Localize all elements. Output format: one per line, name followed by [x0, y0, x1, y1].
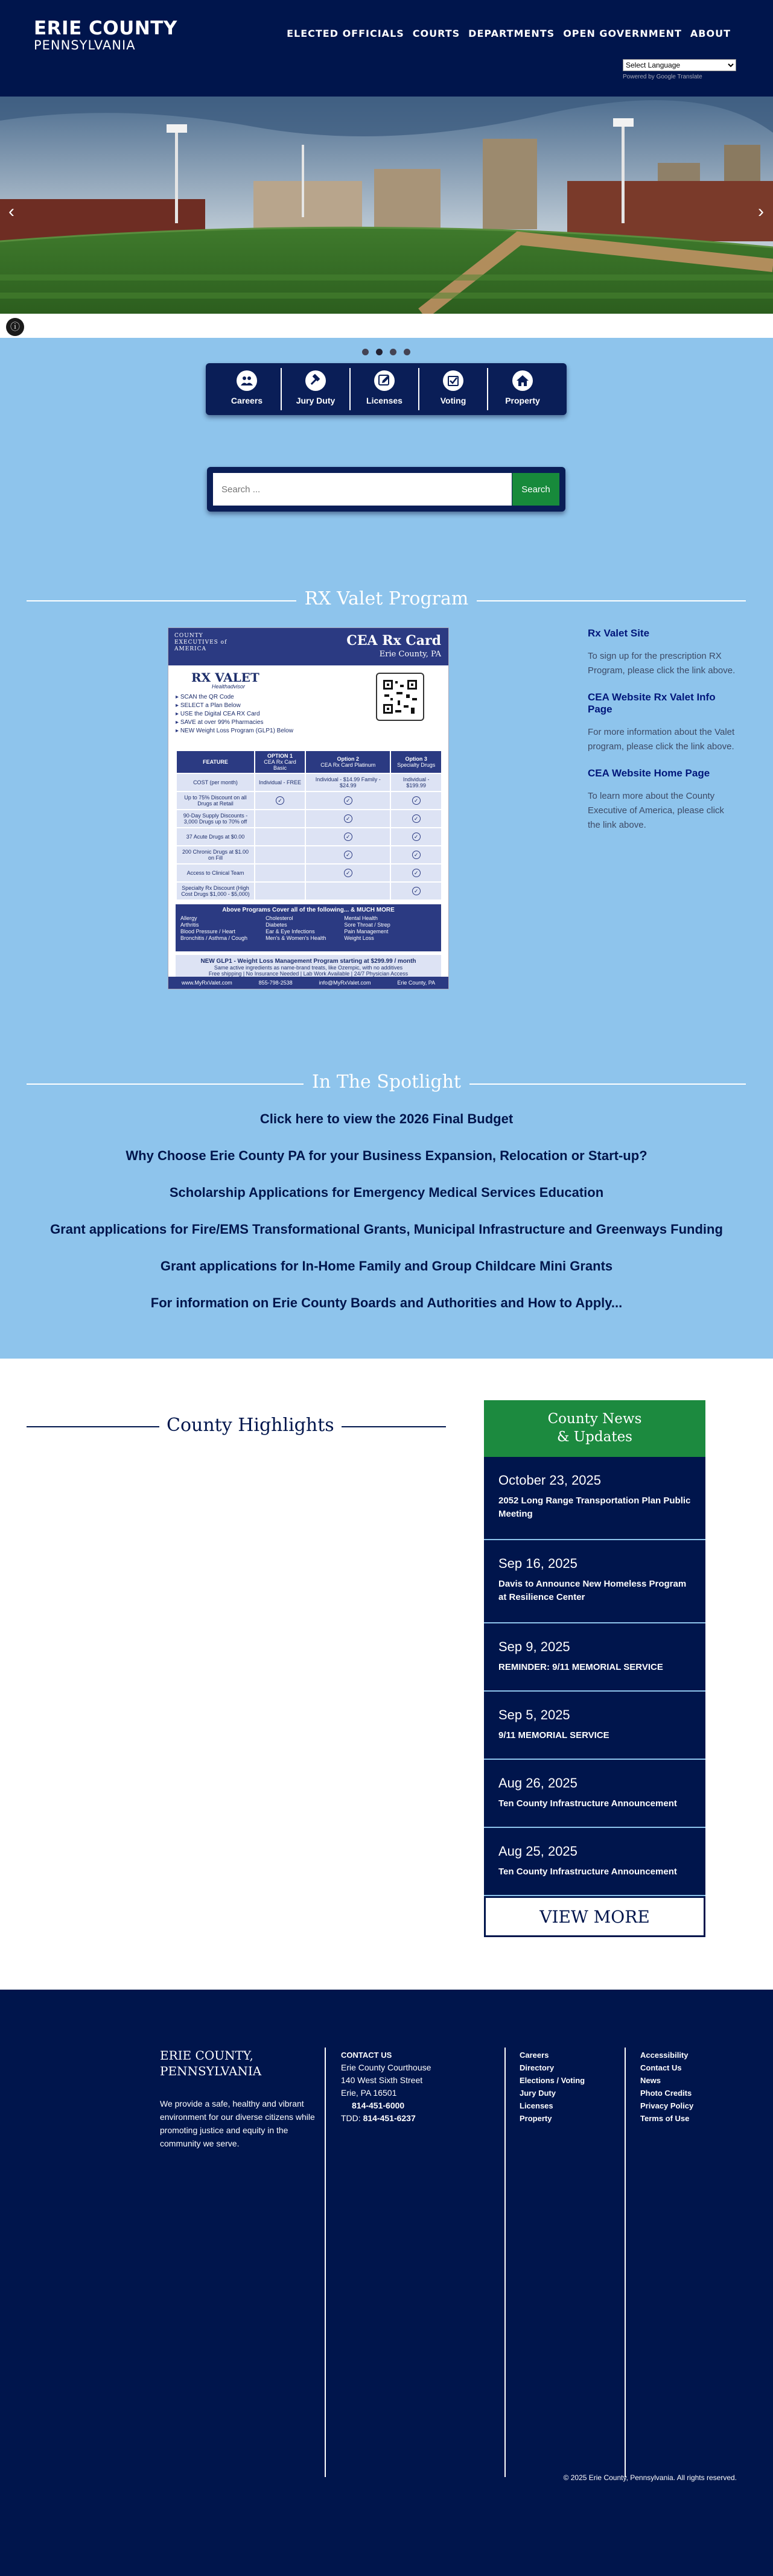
- coverage-item: Bronchitis / Asthma / Cough: [180, 935, 248, 941]
- spotlight-link-fire-ems[interactable]: Grant applications for Fire/EMS Transformational Grants, Municipal Infrastructure and Greenways Funding: [50, 1222, 723, 1237]
- divider-line: [27, 1083, 316, 1085]
- table-row: [176, 882, 442, 900]
- coverage-item: Pain Management: [344, 928, 389, 934]
- check-icon: ✓: [344, 869, 352, 877]
- table-header-label: Option 3: [405, 756, 427, 762]
- news-panel: [484, 1400, 705, 1937]
- footer-link-accessibility[interactable]: Accessibility: [640, 2051, 689, 2060]
- rx-valet-site-link[interactable]: Rx Valet Site: [588, 627, 650, 639]
- feature-cell: [176, 792, 255, 810]
- quick-link-licenses[interactable]: [351, 368, 419, 410]
- rx-footer-item: www.MyRxValet.com: [181, 980, 232, 986]
- glp-line: Same active ingredients as name-brand treats, like Ozempic, with no additives: [214, 965, 403, 971]
- coverage-column: [266, 915, 326, 942]
- coverage-title: Above Programs Cover all of the following... & MUCH MORE: [222, 907, 395, 913]
- cell-text: Up to 75% Discount on all Drugs at Retail: [184, 795, 247, 807]
- option-cell: [255, 810, 305, 828]
- feature-cell: [176, 882, 255, 900]
- news-title[interactable]: Davis to Announce New Homeless Program at Resilience Center: [498, 1579, 687, 1602]
- county-highlights-title: County Highlights: [159, 1415, 342, 1436]
- news-item[interactable]: [484, 1540, 705, 1623]
- option-cell: [255, 773, 305, 792]
- spotlight-link-budget[interactable]: Click here to view the 2026 Final Budget: [259, 1111, 514, 1126]
- rx-link-description: To sign up for the prescription RX Program, please click the link above.: [588, 651, 736, 676]
- footer-divider: [504, 2048, 506, 2477]
- option-cell: [390, 846, 442, 864]
- quick-links: [206, 363, 567, 415]
- option-cell: [255, 792, 305, 810]
- check-icon: ✓: [412, 869, 421, 877]
- coverage-item: Sore Throat / Strep: [344, 922, 390, 928]
- table-header-sub: CEA Rx Card Basic: [264, 759, 296, 771]
- slide-dot[interactable]: [404, 349, 410, 355]
- people-icon: [237, 370, 257, 391]
- rx-link-description: To learn more about the County Executive of America, please click the link above.: [588, 791, 724, 830]
- table-row: [176, 810, 442, 828]
- slide-dot[interactable]: [390, 349, 396, 355]
- check-icon: ✓: [344, 851, 352, 859]
- coverage-item: Ear & Eye Infections: [266, 928, 315, 934]
- option-cell: [255, 846, 305, 864]
- cell-text: Specialty Rx Discount (High Cost Drugs $1,000 - $5,000): [181, 885, 250, 897]
- news-item[interactable]: [484, 1828, 705, 1896]
- coverage-item: Men's & Women's Health: [266, 935, 326, 941]
- footer-brand-line: ERIE COUNTY,: [160, 2048, 253, 2063]
- rx-card-title: CEA Rx Card: [346, 633, 441, 649]
- footer-link-elections[interactable]: Elections / Voting: [520, 2076, 585, 2085]
- quick-link-label: Voting: [440, 396, 466, 405]
- quick-link-label: Licenses: [366, 396, 402, 405]
- option-cell: [305, 828, 390, 846]
- feature-cell: [176, 810, 255, 828]
- nav-elected-officials[interactable]: ELECTED OFFICIALS: [287, 28, 404, 39]
- option-cell: [305, 864, 390, 882]
- glp-line: Free shipping | No Insurance Needed | Lab Work Available | 24/7 Physician Access: [208, 971, 409, 977]
- news-date: October 23, 2025: [498, 1473, 602, 1488]
- main-nav: [287, 28, 731, 39]
- rx-step: ▸ USE the Digital CEA RX Card: [176, 710, 441, 719]
- footer-brand: [160, 2048, 261, 2079]
- coverage-item: Arthritis: [180, 922, 199, 928]
- quick-link-property[interactable]: [488, 368, 557, 410]
- pencil-icon: [374, 370, 395, 391]
- news-title[interactable]: REMINDER: 9/11 MEMORIAL SERVICE: [498, 1662, 663, 1672]
- rx-card-flyer: [168, 627, 449, 989]
- contact-phone[interactable]: 814-451-6000: [352, 2101, 405, 2110]
- rx-valet-links: [588, 627, 739, 846]
- news-date: Sep 9, 2025: [498, 1639, 570, 1654]
- news-heading-line: County News: [547, 1411, 642, 1427]
- ballot-icon: [443, 370, 463, 391]
- nav-open-government[interactable]: OPEN GOVERNMENT: [563, 28, 682, 39]
- contact-heading: CONTACT US: [341, 2051, 392, 2060]
- check-icon: ✓: [344, 814, 352, 823]
- option-cell: [255, 882, 305, 900]
- check-icon: ✓: [412, 796, 421, 805]
- divider-line: [456, 1083, 746, 1085]
- slide-prev-icon[interactable]: ‹: [8, 201, 14, 221]
- rx-card-header: [168, 628, 448, 665]
- footer-link-directory[interactable]: Directory: [520, 2063, 555, 2072]
- coverage-item: Allergy: [180, 915, 197, 921]
- footer-mission: We provide a safe, healthy and vibrant environment for our diverse citizens while promoting justice and equity in the community we serve.: [160, 2099, 315, 2148]
- coverage-item: Weight Loss: [344, 935, 374, 941]
- option-cell: [390, 810, 442, 828]
- rx-card-subtitle: Erie County, PA: [379, 650, 441, 659]
- rx-valet-heading: [0, 588, 773, 612]
- coverage-item: Diabetes: [266, 922, 287, 928]
- rx-step: ▸ SELECT a Plan Below: [176, 702, 441, 710]
- feature-cell: [176, 773, 255, 792]
- footer-link-property[interactable]: Property: [520, 2114, 552, 2123]
- quick-link-label: Careers: [231, 396, 263, 405]
- quick-link-jury-duty[interactable]: [282, 368, 351, 410]
- view-more-button[interactable]: VIEW MORE: [484, 1896, 705, 1937]
- footer-links-2: [640, 2049, 693, 2125]
- option-cell: [390, 882, 442, 900]
- spotlight-link-business[interactable]: Why Choose Erie County PA for your Business Expansion, Relocation or Start-up?: [126, 1148, 647, 1163]
- option-cell: [305, 846, 390, 864]
- glp-line: NEW GLP1 - Weight Loss Management Program starting at $299.99 / month: [200, 958, 416, 965]
- news-date: Sep 16, 2025: [498, 1556, 577, 1571]
- slide-dot[interactable]: [362, 349, 369, 355]
- footer-link-terms[interactable]: Terms of Use: [640, 2114, 690, 2123]
- cell-text: 37 Acute Drugs at $0.00: [186, 834, 245, 840]
- check-icon: ✓: [412, 814, 421, 823]
- nav-about[interactable]: ABOUT: [690, 28, 731, 39]
- option-cell: [255, 864, 305, 882]
- slide-indicators: [362, 349, 410, 355]
- site-logo[interactable]: [34, 18, 177, 52]
- news-heading-line: & Updates: [557, 1429, 632, 1445]
- coverage-item: Blood Pressure / Heart: [180, 928, 236, 934]
- cell-text: Individual - $199.99: [402, 776, 430, 788]
- option-cell: [390, 792, 442, 810]
- table-header: [390, 750, 442, 773]
- news-item[interactable]: [484, 1457, 705, 1540]
- footer-link-careers[interactable]: Careers: [520, 2051, 549, 2060]
- spotlight-link-childcare[interactable]: Grant applications for In-Home Family and Group Childcare Mini Grants: [160, 1258, 613, 1274]
- table-header: [305, 750, 390, 773]
- check-icon: ✓: [276, 796, 284, 805]
- news-item[interactable]: [484, 1692, 705, 1760]
- option-cell: [390, 828, 442, 846]
- feature-cell: [176, 864, 255, 882]
- spotlight-heading: [0, 1071, 773, 1096]
- site-search: [207, 467, 565, 512]
- option-cell: [390, 773, 442, 792]
- cell-text: Individual - $14.99 Family - $24.99: [315, 776, 381, 788]
- footer-divider: [625, 2048, 626, 2477]
- coverage-column: [180, 915, 247, 942]
- option-cell: [305, 882, 390, 900]
- footer-link-news[interactable]: News: [640, 2076, 661, 2085]
- footer-divider: [325, 2048, 326, 2477]
- footer-links-1: [520, 2049, 585, 2125]
- footer-link-contact[interactable]: Contact Us: [640, 2063, 682, 2072]
- quick-link-label: Property: [505, 396, 540, 405]
- contact-line: 140 West Sixth Street: [341, 2075, 423, 2085]
- table-row: [176, 864, 442, 882]
- footer-link-jury-duty[interactable]: Jury Duty: [520, 2089, 556, 2098]
- cea-logo: COUNTY EXECUTIVES of AMERICA: [174, 633, 227, 652]
- nav-departments[interactable]: DEPARTMENTS: [468, 28, 555, 39]
- rx-footer-item: 855-798-2538: [258, 980, 293, 986]
- table-header-sub: CEA Rx Card Platinum: [320, 762, 376, 768]
- qr-code-icon: [376, 673, 424, 721]
- cea-home-link[interactable]: CEA Website Home Page: [588, 767, 710, 779]
- spotlight-title: In The Spotlight: [304, 1071, 469, 1093]
- cell-text: COST (per month): [193, 779, 238, 785]
- news-heading: [484, 1400, 705, 1457]
- stadium-photo: [0, 97, 773, 314]
- tdd-number[interactable]: 814-451-6237: [363, 2113, 416, 2123]
- info-icon[interactable]: ⓘ: [6, 318, 24, 336]
- rx-step: ▸ SAVE at over 99% Pharmacies: [176, 719, 441, 727]
- news-date: Aug 26, 2025: [498, 1775, 577, 1791]
- option-cell: [390, 864, 442, 882]
- copyright: © 2025 Erie County, Pennsylvania. All rights reserved.: [563, 2473, 737, 2482]
- news-title[interactable]: 9/11 MEMORIAL SERVICE: [498, 1730, 609, 1740]
- site-header: [0, 0, 773, 97]
- table-header-label: Option 2: [337, 756, 359, 762]
- home-icon: [512, 370, 533, 391]
- cell-text: 200 Chronic Drugs at $1.00 on Fill: [182, 849, 249, 861]
- contact-line: Erie, PA 16501: [341, 2088, 397, 2098]
- slide-dot[interactable]: [376, 349, 383, 355]
- news-item[interactable]: [484, 1760, 705, 1828]
- news-date: Sep 5, 2025: [498, 1707, 570, 1722]
- check-icon: ✓: [412, 887, 421, 895]
- contact-line: Erie County Courthouse: [341, 2063, 431, 2072]
- rx-plan-table: [176, 750, 442, 901]
- check-icon: ✓: [344, 833, 352, 841]
- news-title[interactable]: 2052 Long Range Transportation Plan Public Meeting: [498, 1496, 691, 1519]
- table-header-sub: Specialty Drugs: [397, 762, 436, 768]
- option-cell: [305, 810, 390, 828]
- check-icon: ✓: [412, 833, 421, 841]
- cell-text: 90-Day Supply Discounts - 3,000 Drugs up to 70% off: [183, 813, 248, 825]
- tdd-label: TDD:: [341, 2113, 361, 2123]
- rx-table-body: [176, 773, 442, 900]
- logo-line1: ERIE COUNTY: [34, 17, 177, 39]
- cell-text: Access to Clinical Team: [186, 870, 244, 876]
- coverage-item: Cholesterol: [266, 915, 293, 921]
- option-cell: [305, 792, 390, 810]
- rx-valet-title: RX Valet Program: [296, 588, 477, 609]
- contact-tdd: [341, 2112, 431, 2125]
- table-row: [176, 792, 442, 810]
- divider-line: [27, 600, 310, 601]
- rx-card-body: [168, 665, 448, 750]
- feature-cell: [176, 828, 255, 846]
- table-header-label: OPTION 1: [267, 753, 293, 759]
- county-highlights-heading: [27, 1415, 446, 1439]
- option-cell: [255, 828, 305, 846]
- table-row: [176, 773, 442, 792]
- logo-line2: PENNSYLVANIA: [34, 38, 136, 52]
- rx-footer-item: info@MyRxValet.com: [319, 980, 371, 986]
- news-item[interactable]: [484, 1623, 705, 1692]
- table-row: [176, 828, 442, 846]
- check-icon: ✓: [412, 851, 421, 859]
- rx-card-footer: [168, 977, 448, 989]
- slide-next-icon[interactable]: ›: [758, 201, 764, 221]
- quick-link-voting[interactable]: [419, 368, 488, 410]
- footer-link-photo-credits[interactable]: Photo Credits: [640, 2089, 692, 2098]
- footer-link-privacy[interactable]: Privacy Policy: [640, 2101, 694, 2110]
- table-row: [176, 846, 442, 864]
- rx-footer-item: Erie County, PA: [397, 980, 436, 986]
- footer-contact: [341, 2049, 431, 2125]
- cell-text: Individual - FREE: [259, 779, 302, 785]
- language-select[interactable]: [623, 59, 736, 71]
- table-header: FEATURE: [176, 750, 255, 773]
- coverage-column: [344, 915, 390, 942]
- cea-rx-info-link[interactable]: CEA Website Rx Valet Info Page: [588, 691, 716, 715]
- divider-line: [462, 600, 746, 601]
- table-header: [255, 750, 305, 773]
- rx-valet-brand: RX VALET: [191, 670, 259, 685]
- news-title[interactable]: Ten County Infrastructure Announcement: [498, 1867, 677, 1877]
- feature-cell: [176, 846, 255, 864]
- gavel-icon: [305, 370, 326, 391]
- check-icon: ✓: [344, 796, 352, 805]
- divider-line: [27, 1426, 171, 1427]
- news-date: Aug 25, 2025: [498, 1844, 577, 1859]
- option-cell: [305, 773, 390, 792]
- footer-link-licenses[interactable]: Licenses: [520, 2101, 553, 2110]
- footer-brand-line: PENNSYLVANIA: [160, 2064, 262, 2078]
- rx-coverage-box: [176, 904, 441, 951]
- nav-courts[interactable]: COURTS: [412, 28, 460, 39]
- search-input[interactable]: [213, 473, 512, 506]
- news-title[interactable]: Ten County Infrastructure Announcement: [498, 1798, 677, 1809]
- coverage-item: Mental Health: [344, 915, 378, 921]
- search-button[interactable]: Search: [512, 473, 559, 506]
- coverage-columns: [180, 915, 436, 942]
- rx-step: ▸ NEW Weight Loss Program (GLP1) Below: [176, 727, 441, 735]
- quick-link-label: Jury Duty: [296, 396, 336, 405]
- spotlight-link-scholarship[interactable]: Scholarship Applications for Emergency Medical Services Education: [169, 1185, 604, 1200]
- rx-link-description: For more information about the Valet program, please click the link above.: [588, 727, 735, 752]
- rx-valet-brand-sub: Healthadvisor: [212, 684, 246, 690]
- powered-by-text: Powered by Google Translate: [623, 74, 702, 80]
- site-footer: [0, 1990, 773, 2576]
- quick-link-careers[interactable]: [213, 368, 282, 410]
- hero-slideshow: [0, 97, 773, 314]
- rx-step: ▸ SCAN the QR Code: [176, 693, 441, 702]
- spotlight-link-boards[interactable]: For information on Erie County Boards and Authorities and How to Apply...: [150, 1295, 623, 1310]
